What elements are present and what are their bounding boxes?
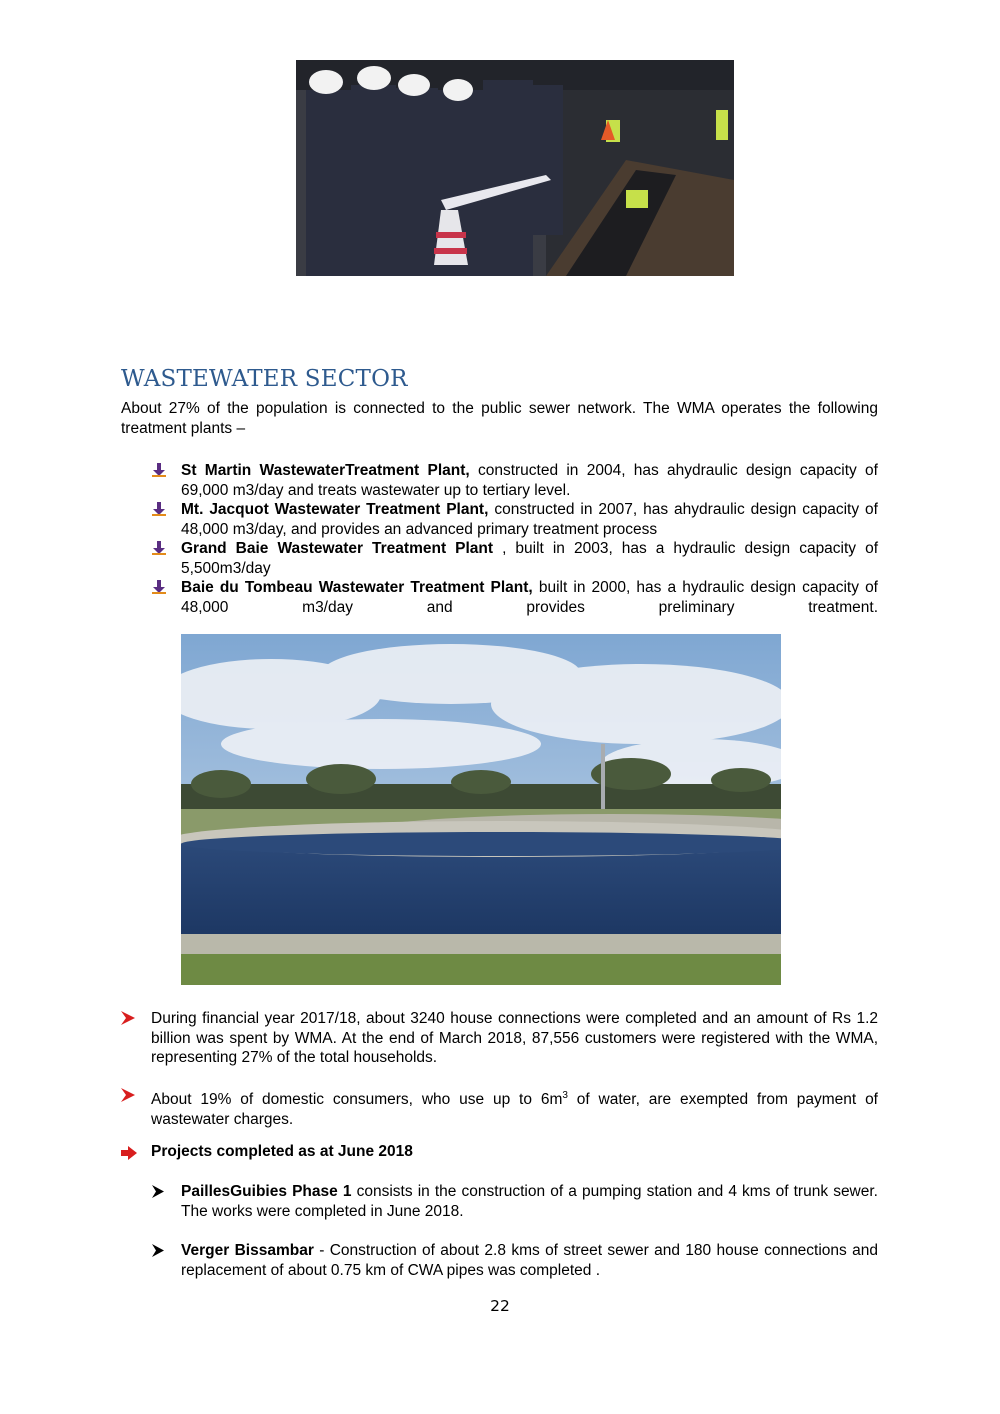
exemption-superscript: 3 (562, 1090, 568, 1101)
section-heading: WASTEWATER SECTOR (121, 366, 408, 392)
arrowhead-bullet-icon (152, 1185, 164, 1198)
plant-name: St Martin WastewaterTreatment Plant, (181, 462, 470, 479)
right-arrow-icon (121, 1146, 137, 1160)
plant-description: constructed in 2004, has ahydraulic design capacity of 69,000 m3/day and treats wastewater up to tertiary level. (181, 462, 878, 499)
treatment-plant-photo (181, 634, 781, 985)
project-description: - Construction of about 2.8 kms of street sewer and 180 house connections and replacement of about 0.75 km of CWA pipes was completed . (181, 1242, 878, 1279)
project-description: consists in the construction of a pumping station and 4 kms of trunk sewer. The works were completed in June 2018. (181, 1183, 878, 1220)
project-item (181, 1182, 878, 1221)
plant-name: Grand Baie Wastewater Treatment Plant (181, 540, 494, 557)
plant-item (181, 539, 878, 578)
page-number: 22 (490, 1297, 510, 1315)
project-name: Verger Bissambar (181, 1242, 314, 1259)
plant-item (181, 461, 878, 500)
red-arrow-bullet-icon (121, 1011, 135, 1025)
plant-description: constructed in 2007, has ahydraulic design capacity of 48,000 m3/day, and provides an advanced primary treatment process (181, 501, 878, 538)
down-arrow-bullet-icon (152, 580, 166, 594)
plant-item (181, 578, 878, 617)
plant-item (181, 500, 878, 539)
plant-name: Mt. Jacquot Wastewater Treatment Plant, (181, 501, 489, 518)
connections-note: During financial year 2017/18, about 3240 house connections were completed and an amount of Rs 1.2 billion was spent by WMA. At the end of March 2018, 87,556 customers were registered with the WMA, representing 27% of the total households. (151, 1010, 878, 1066)
down-arrow-bullet-icon (152, 463, 166, 477)
intro-paragraph: About 27% of the population is connected to the public sewer network. The WMA operates the following treatment plants – (121, 400, 878, 437)
plant-name: Baie du Tombeau Wastewater Treatment Plant, (181, 579, 533, 596)
project-item (181, 1241, 878, 1280)
exemption-text-start: About 19% of domestic consumers, who use up to 6m (151, 1091, 563, 1109)
arrowhead-bullet-icon (152, 1244, 164, 1257)
down-arrow-bullet-icon (152, 541, 166, 555)
exemption-note (151, 1086, 878, 1129)
down-arrow-bullet-icon (152, 502, 166, 516)
exemption-text-end: of water, are exempted from payment of wastewater charges. (151, 1091, 878, 1128)
red-arrow-bullet-icon (121, 1088, 135, 1102)
plant-description: built in 2000, has a hydraulic design capacity of 48,000 m3/day and provides preliminary treatment. (181, 579, 878, 616)
projects-heading: Projects completed as at June 2018 (151, 1143, 413, 1160)
inauguration-photo (296, 60, 734, 276)
plant-description: , built in 2003, has a hydraulic design capacity of 5,500m3/day (181, 540, 879, 577)
project-name: PaillesGuibies Phase 1 (181, 1183, 352, 1200)
